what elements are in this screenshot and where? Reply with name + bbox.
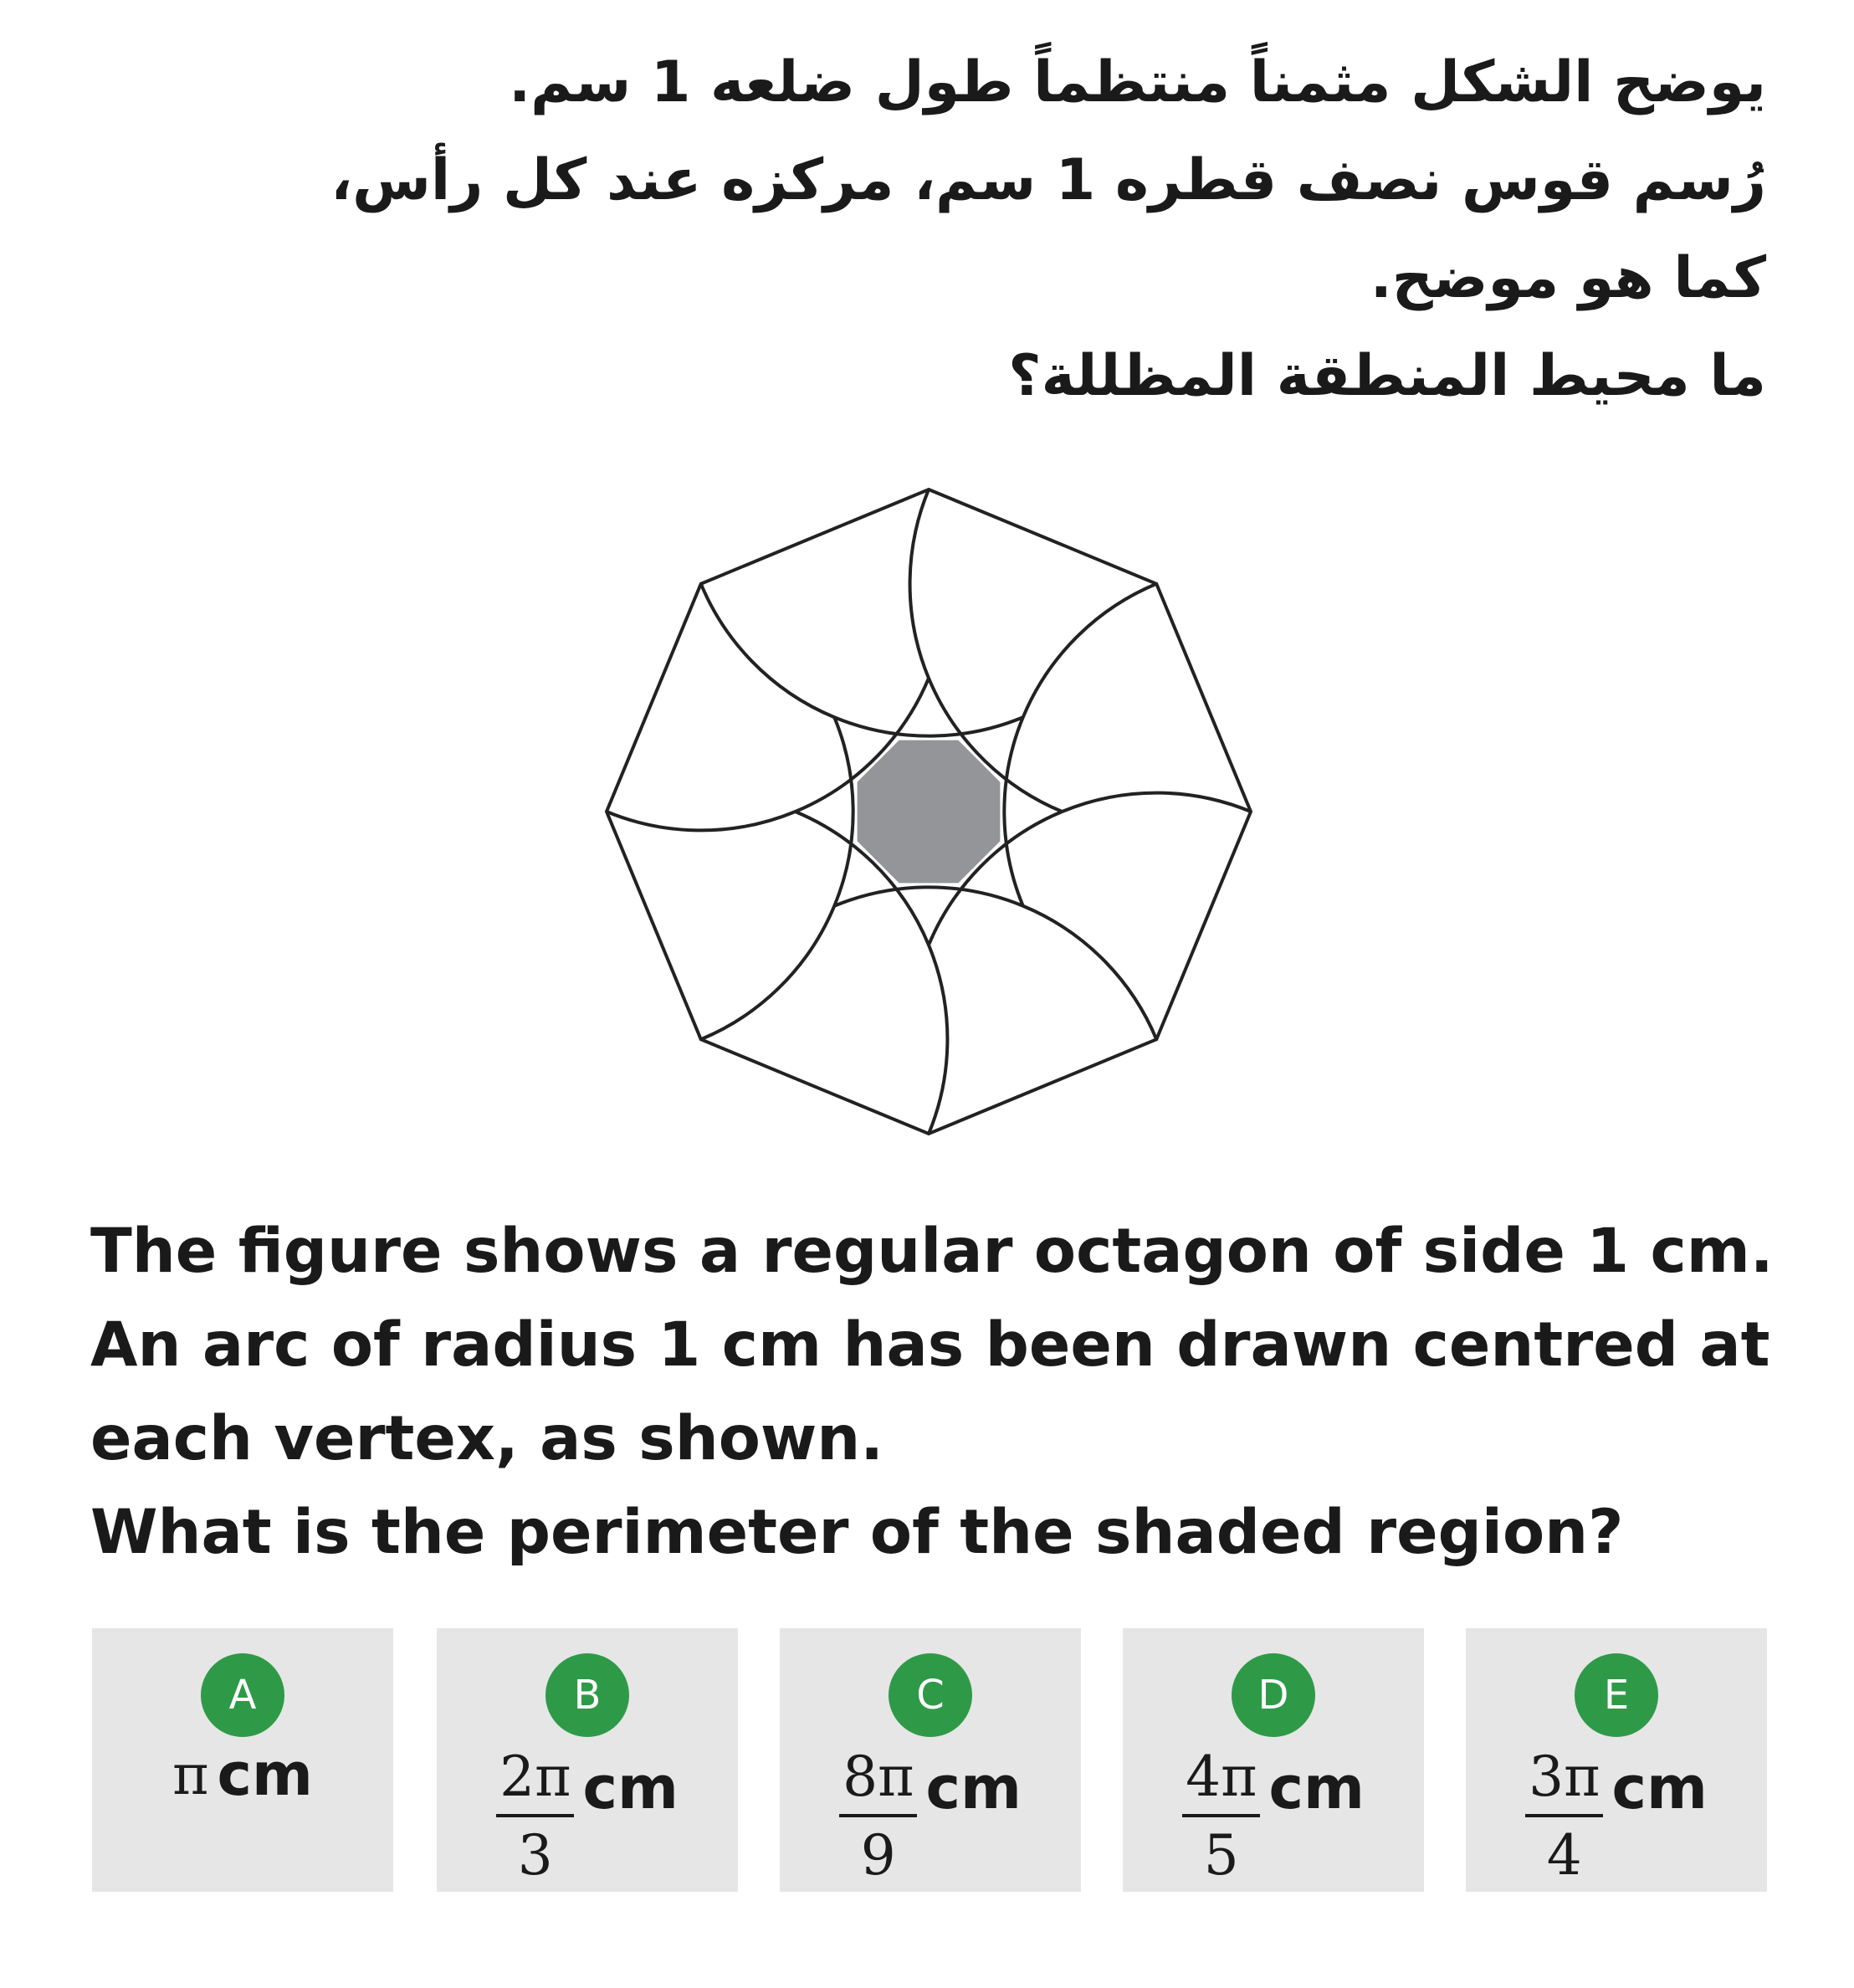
option-e-answer [1466, 1745, 1767, 1888]
arabic-line-1: يوضح الشكل مثمناً منتظماً طول ضلعه 1 سم. [509, 49, 1766, 115]
option-a-value: π [172, 1742, 209, 1807]
answer-options [92, 1628, 1772, 1892]
option-c[interactable] [780, 1628, 1081, 1892]
option-e-numerator: 3π [1525, 1744, 1603, 1817]
arabic-question [177, 33, 1766, 425]
option-c-numerator: 8π [839, 1744, 917, 1817]
english-line-3: each vertex, as shown. [90, 1403, 884, 1474]
option-a-answer [92, 1741, 393, 1808]
english-line-1: The figure shows a regular octagon of side 1 cm. [90, 1216, 1774, 1287]
option-b-numerator: 2π [496, 1744, 574, 1817]
option-b-badge: B [545, 1653, 629, 1737]
option-c-badge: C [889, 1653, 972, 1737]
option-b-denominator: 3 [517, 1823, 553, 1888]
arc-5 [834, 887, 1156, 1039]
shaded-region [858, 740, 1001, 884]
option-a-badge: A [201, 1653, 284, 1737]
option-c-unit: cm [925, 1754, 1022, 1822]
option-d-answer [1123, 1745, 1424, 1888]
option-c-fraction [839, 1744, 917, 1889]
option-d-denominator: 5 [1203, 1823, 1239, 1888]
option-a[interactable] [92, 1628, 393, 1892]
option-b[interactable] [437, 1628, 738, 1892]
option-d[interactable] [1123, 1628, 1424, 1892]
option-e-fraction [1525, 1744, 1603, 1889]
option-e-badge: E [1575, 1653, 1658, 1737]
option-e-unit: cm [1611, 1754, 1708, 1822]
arc-1 [701, 584, 1023, 736]
arc-7 [701, 717, 853, 1039]
octagon-figure [586, 469, 1272, 1155]
option-c-answer [780, 1745, 1081, 1888]
option-d-badge: D [1232, 1653, 1315, 1737]
option-b-fraction [496, 1744, 574, 1889]
option-d-unit: cm [1268, 1754, 1365, 1822]
option-e-denominator: 4 [1546, 1823, 1582, 1888]
option-a-unit: cm [217, 1740, 313, 1809]
arabic-line-3: كما هو موضح. [1370, 245, 1766, 311]
arc-3 [1004, 584, 1156, 906]
arabic-line-2: رُسم قوس نصف قطره 1 سم، مركزه عند كل رأس، [330, 147, 1766, 213]
option-b-unit: cm [582, 1754, 679, 1822]
english-line-4: What is the perimeter of the shaded region? [90, 1497, 1624, 1568]
option-d-fraction [1182, 1744, 1260, 1889]
arabic-line-4: ما محيط المنطقة المظللة؟ [1008, 343, 1766, 409]
option-e[interactable] [1466, 1628, 1767, 1892]
english-question [90, 1205, 1774, 1580]
english-line-2: An arc of radius 1 cm has been drawn centred at [90, 1309, 1770, 1381]
option-c-denominator: 9 [860, 1823, 896, 1888]
option-d-numerator: 4π [1182, 1744, 1260, 1817]
option-b-answer [437, 1745, 738, 1888]
